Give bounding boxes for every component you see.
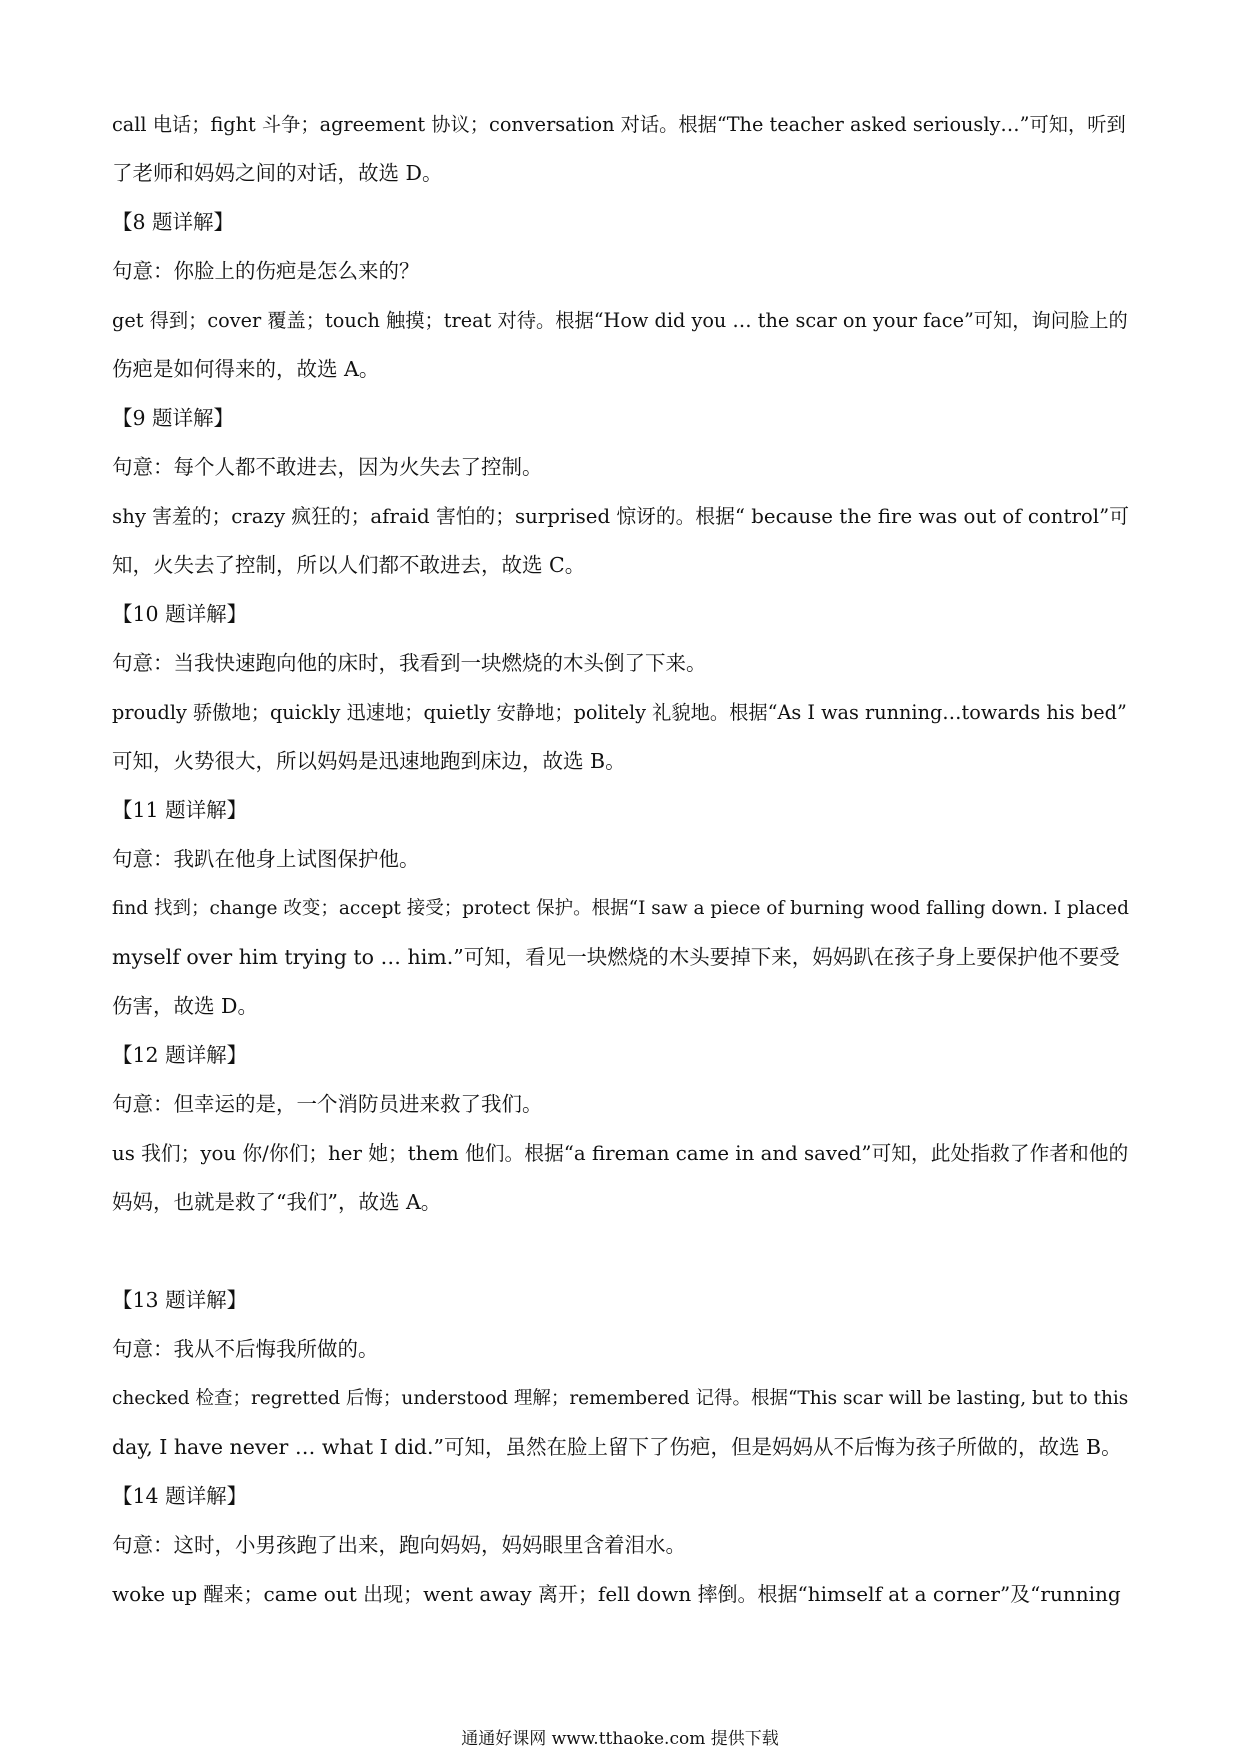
- answer-explanations: [112, 100, 1132, 1619]
- text-line: shy 害羞的；crazy 疯狂的；afraid 害怕的；surprised 惊讶的。根据“ because the fire was out of control”可: [112, 505, 1129, 528]
- question-heading: 【13 题详解】: [112, 1288, 248, 1312]
- question-heading: 【8 题详解】: [112, 210, 235, 234]
- text-line: 句意：我从不后悔我所做的。: [112, 1337, 379, 1361]
- text-line: 知，火失去了控制，所以人们都不敢进去，故选 C。: [112, 553, 586, 577]
- text-line: 句意：当我快速跑向他的床时，我看到一块燃烧的木头倒了下来。: [112, 651, 707, 675]
- text-line: 句意：每个人都不敢进去，因为火失去了控制。: [112, 455, 543, 479]
- question-heading: 【12 题详解】: [112, 1043, 248, 1067]
- blank-line: [112, 1227, 1132, 1276]
- text-line: woke up 醒来；came out 出现；went away 离开；fell down 摔倒。根据“himself at a corner”及“running: [112, 1582, 1121, 1606]
- question-heading: 【10 题详解】: [112, 602, 248, 626]
- text-line: 句意：你脸上的伤疤是怎么来的？: [112, 259, 420, 283]
- text-line: call 电话；fight 斗争；agreement 协议；conversation 对话。根据“The teacher asked seriously…”可知，听到: [112, 113, 1126, 136]
- text-line: get 得到；cover 覆盖；touch 触摸；treat 对待。根据“How did you … the scar on your face”可知，询问脸上的: [112, 309, 1128, 332]
- question-heading: 【9 题详解】: [112, 406, 235, 430]
- text-line: 句意：我趴在他身上试图保护他。: [112, 847, 420, 871]
- question-heading: 【11 题详解】: [112, 798, 248, 822]
- text-line: myself over him trying to … him.”可知，看见一块燃烧的木头要掉下来，妈妈趴在孩子身上要保护他不要受: [112, 945, 1120, 969]
- text-line: 伤疤是如何得来的，故选 A。: [112, 357, 380, 381]
- text-line: checked 检查；regretted 后悔；understood 理解；remembered 记得。根据“This scar will be lasting, but to this: [112, 1388, 1129, 1409]
- text-line: 可知，火势很大，所以妈妈是迅速地跑到床边，故选 B。: [112, 749, 626, 773]
- text-line: 伤害，故选 D。: [112, 994, 258, 1018]
- page-footer: 通通好课网 www.tthaoke.com 提供下载: [461, 1729, 779, 1749]
- text-line: 句意：这时，小男孩跑了出来，跑向妈妈，妈妈眼里含着泪水。: [112, 1533, 686, 1557]
- text-line: us 我们；you 你/你们；her 她；them 他们。根据“a fireman came in and saved”可知，此处指救了作者和他的: [112, 1142, 1129, 1165]
- text-line: day, I have never … what I did.”可知，虽然在脸上留下了伤疤，但是妈妈从不后悔为孩子所做的，故选 B。: [112, 1435, 1122, 1459]
- text-line: 句意：但幸运的是，一个消防员进来救了我们。: [112, 1092, 543, 1116]
- question-heading: 【14 题详解】: [112, 1484, 248, 1508]
- text-line: proudly 骄傲地；quickly 迅速地；quietly 安静地；politely 礼貌地。根据“As I was running…towards his bed”: [112, 701, 1127, 724]
- text-line: 妈妈，也就是救了“我们”，故选 A。: [112, 1190, 442, 1214]
- text-line: 了老师和妈妈之间的对话，故选 D。: [112, 161, 443, 185]
- text-line: find 找到；change 改变；accept 接受；protect 保护。根据“I saw a piece of burning wood falling down. I placed: [112, 898, 1129, 919]
